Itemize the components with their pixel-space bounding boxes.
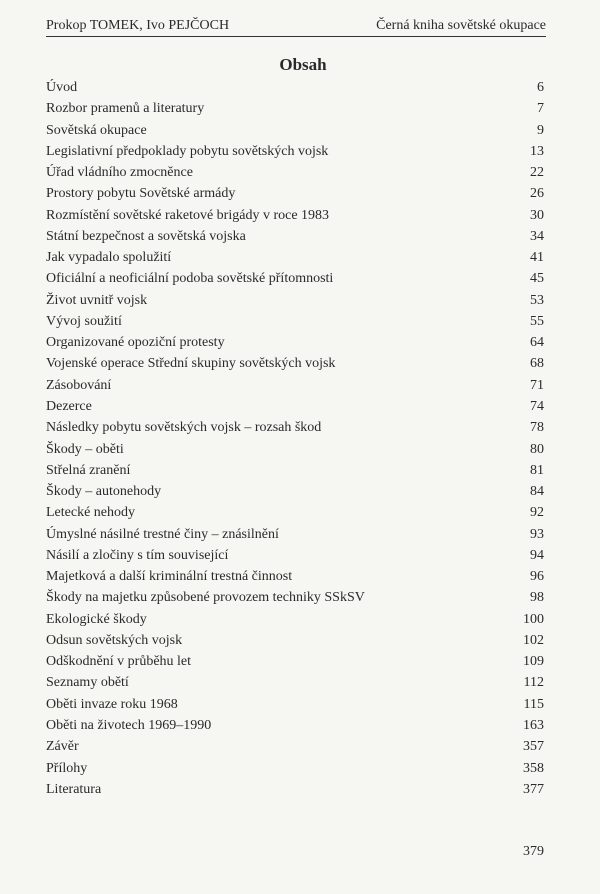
toc-entry-page: 30 <box>530 207 544 223</box>
toc-entry-page: 115 <box>523 696 544 712</box>
toc-entry <box>46 226 544 247</box>
toc-entry-label: Vývoj soužití <box>46 313 122 329</box>
toc-entry <box>46 715 544 736</box>
toc-entry-label: Zásobování <box>46 377 112 393</box>
toc-entry-label: Jak vypadalo spolužití <box>46 250 172 266</box>
toc-entry <box>46 247 544 268</box>
page-title: Obsah <box>279 55 327 74</box>
toc-entry <box>46 120 544 141</box>
toc-entry-page: 109 <box>523 654 544 670</box>
toc-entry-label: Seznamy obětí <box>46 675 129 691</box>
toc-entry-label: Oběti na životech 1969–1990 <box>46 717 212 733</box>
toc-entry-page: 9 <box>537 122 544 138</box>
table-of-contents <box>46 77 544 800</box>
toc-entry-label: Sovětská okupace <box>46 122 147 138</box>
toc-entry <box>46 587 544 608</box>
toc-entry <box>46 651 544 672</box>
toc-entry-page: 96 <box>530 569 544 585</box>
toc-entry-label: Majetková a další kriminální trestná činnost <box>46 569 293 585</box>
toc-entry <box>46 630 544 651</box>
toc-entry-label: Odškodnění v průběhu let <box>46 654 192 670</box>
toc-entry-page: 45 <box>530 271 544 287</box>
toc-entry <box>46 98 544 119</box>
toc-entry <box>46 141 544 162</box>
toc-entry <box>46 77 544 98</box>
toc-entry-label: Prostory pobytu Sovětské armády <box>46 186 236 202</box>
toc-entry-page: 92 <box>530 505 544 521</box>
toc-entry-page: 68 <box>530 356 544 372</box>
toc-entry-label: Následky pobytu sovětských vojsk – rozsah škod <box>46 420 322 436</box>
header-book-title: Černá kniha sovětské okupace <box>376 18 546 33</box>
toc-entry <box>46 672 544 693</box>
toc-entry-label: Násilí a zločiny s tím související <box>46 547 229 563</box>
toc-entry <box>46 311 544 332</box>
toc-entry-label: Střelná zranění <box>46 462 131 478</box>
toc-entry-label: Rozmístění sovětské raketové brigády v roce 1983 <box>46 207 330 223</box>
toc-entry-label: Oběti invaze roku 1968 <box>46 696 178 712</box>
toc-entry-page: 74 <box>530 398 544 414</box>
toc-entry-page: 34 <box>530 228 544 244</box>
toc-entry <box>46 439 544 460</box>
toc-entry <box>46 545 544 566</box>
toc-entry-label: Rozbor pramenů a literatury <box>46 101 205 117</box>
toc-entry-page: 6 <box>537 80 544 95</box>
toc-entry-label: Úmyslné násilné trestné činy – znásilnění <box>46 526 279 542</box>
toc-entry <box>46 566 544 587</box>
toc-entry-label: Organizované opoziční protesty <box>46 335 225 351</box>
toc-entry-page: 22 <box>530 165 544 181</box>
toc-entry-label: Úvod <box>46 80 78 95</box>
toc-entry-label: Škody – autonehody <box>46 484 162 500</box>
toc-entry <box>46 290 544 311</box>
toc-entry-page: 100 <box>523 611 544 627</box>
running-header <box>46 16 546 37</box>
toc-entry-label: Vojenské operace Střední skupiny sovětských vojsk <box>46 356 336 372</box>
toc-entry <box>46 396 544 417</box>
toc-entry-label: Legislativní předpoklady pobytu sovětských vojsk <box>46 143 329 159</box>
toc-entry-page: 357 <box>523 739 544 755</box>
toc-entry-page: 7 <box>537 101 544 117</box>
toc-entry-page: 163 <box>523 717 544 733</box>
toc-entry-label: Úřad vládního zmocněnce <box>46 165 193 181</box>
toc-entry <box>46 268 544 289</box>
toc-entry <box>46 460 544 481</box>
toc-entry-page: 26 <box>530 186 544 202</box>
toc-entry <box>46 417 544 438</box>
toc-entry-page: 112 <box>523 675 544 691</box>
toc-entry <box>46 524 544 545</box>
page-number: 379 <box>523 844 544 859</box>
toc-entry-label: Dezerce <box>46 398 92 414</box>
toc-entry <box>46 183 544 204</box>
toc-entry <box>46 481 544 502</box>
header-authors: Prokop TOMEK, Ivo PEJČOCH <box>46 18 230 33</box>
toc-entry-label: Státní bezpečnost a sovětská vojska <box>46 228 246 244</box>
toc-entry-page: 71 <box>530 377 544 393</box>
toc-entry-label: Život uvnitř vojsk <box>46 292 148 308</box>
toc-entry-page: 358 <box>523 760 544 776</box>
toc-entry-label: Ekologické škody <box>46 611 147 627</box>
toc-entry <box>46 694 544 715</box>
toc-entry <box>46 332 544 353</box>
toc-entry-label: Škody – oběti <box>46 441 124 457</box>
toc-entry <box>46 205 544 226</box>
toc-entry <box>46 758 544 779</box>
toc-entry-page: 93 <box>530 526 544 542</box>
toc-entry-label: Přílohy <box>46 760 88 776</box>
toc-entry-page: 41 <box>530 250 544 266</box>
toc-entry <box>46 353 544 374</box>
toc-entry <box>46 736 544 757</box>
toc-entry-page: 13 <box>530 143 544 159</box>
toc-entry-page: 102 <box>523 632 544 648</box>
toc-entry-page: 377 <box>523 781 544 797</box>
toc-entry-page: 78 <box>530 420 544 436</box>
toc-entry-page: 84 <box>530 484 544 500</box>
toc-entry-page: 81 <box>530 462 544 478</box>
toc-entry-label: Odsun sovětských vojsk <box>46 632 183 648</box>
toc-entry-page: 94 <box>530 547 544 563</box>
toc-entry-label: Oficiální a neoficiální podoba sovětské přítomnosti <box>46 271 334 287</box>
toc-entry-label: Literatura <box>46 781 102 797</box>
toc-entry-page: 55 <box>530 313 544 329</box>
toc-entry-label: Škody na majetku způsobené provozem techniky SSkSV <box>46 590 365 606</box>
toc-entry <box>46 375 544 396</box>
toc-entry <box>46 162 544 183</box>
toc-entry-page: 64 <box>530 335 544 351</box>
toc-entry <box>46 609 544 630</box>
toc-entry-page: 53 <box>530 292 544 308</box>
toc-entry-page: 80 <box>530 441 544 457</box>
toc-entry <box>46 779 544 800</box>
toc-entry <box>46 502 544 523</box>
toc-entry-label: Závěr <box>46 739 79 755</box>
toc-entry-page: 98 <box>530 590 544 606</box>
toc-entry-label: Letecké nehody <box>46 505 136 521</box>
